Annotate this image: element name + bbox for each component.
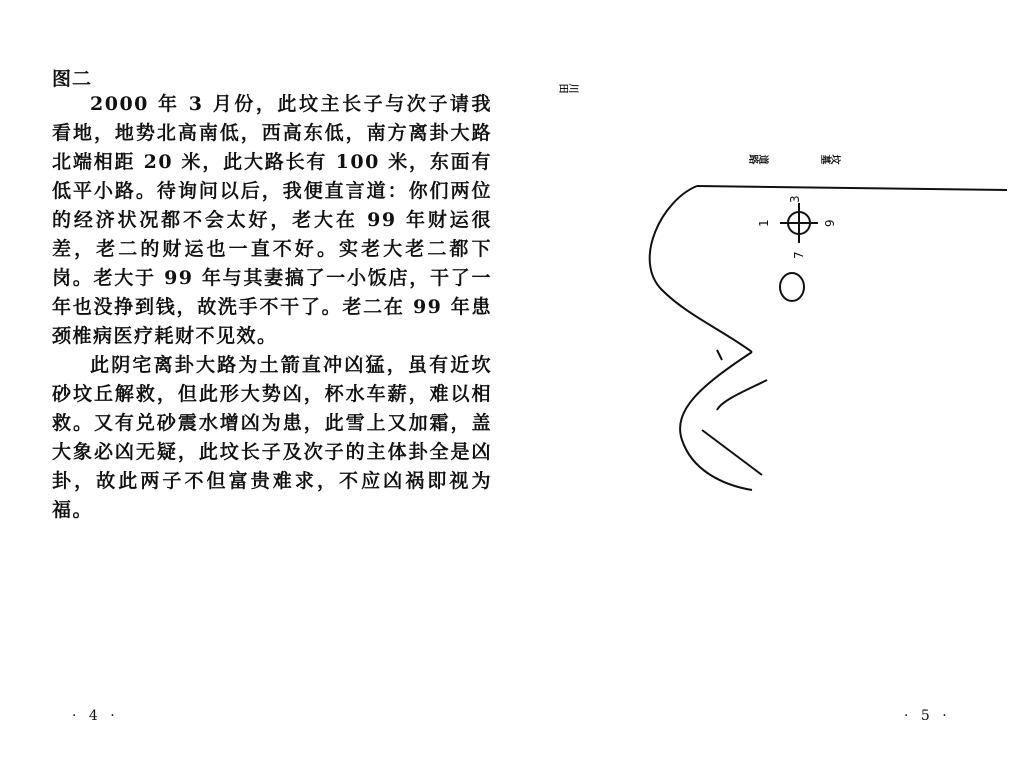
compass	[757, 195, 837, 259]
compass-number-3: 3	[788, 195, 802, 203]
terrain-notch	[717, 350, 722, 360]
paragraph-1: 2000 年 3 月份，此坟主长子与次子请我看地，地势北高南低，西高东低，南方离卦大路北端相距 20 米，此大路长有 100 米，东面有低平小路。待询问以后，我便直言道：你们两位的经济状况都不会太好，老大在 99 年财运很差，老二的财运也一直不好。实老大老二都下岗。老大于 99 年与其妻搞了一小饭店，干了一年也没挣到钱，故洗手不干了。老二在 99 年患颈椎病医疗耗财不见效。	[52, 93, 492, 347]
water-line-1	[717, 380, 767, 410]
page-number-left: · 4 ·	[72, 708, 119, 724]
page-number-right: · 5 ·	[904, 708, 951, 724]
vertical-label-grave: 坟墓	[821, 152, 841, 163]
figure-heading: 图二	[52, 68, 93, 90]
right-page	[512, 0, 1024, 767]
grave-mound	[780, 273, 804, 301]
compass-number-7: 7	[792, 251, 806, 259]
terrain-curve-lower	[680, 352, 752, 490]
body-text	[52, 90, 492, 525]
terrain-curve-upper	[650, 186, 752, 352]
compass-number-1: 1	[757, 219, 771, 227]
road-line	[697, 186, 1007, 190]
compass-number-9: 9	[823, 219, 837, 227]
site-diagram	[512, 0, 1024, 767]
water-line-2	[702, 430, 762, 475]
paragraph-2: 此阴宅离卦大路为土箭直冲凶猛，虽有近坎砂坟丘解救，但此形大势凶，杯水车薪，难以相救。又有兑砂震水增凶为患，此雪上又加霜，盖大象必凶无疑，此坟长子及次子的主体卦全是凶卦，故此两子不但富贵难求，不应凶祸即视为福。	[52, 354, 492, 521]
vertical-label-road: 道路	[749, 152, 769, 163]
vertical-label-top: 川田	[559, 81, 579, 92]
